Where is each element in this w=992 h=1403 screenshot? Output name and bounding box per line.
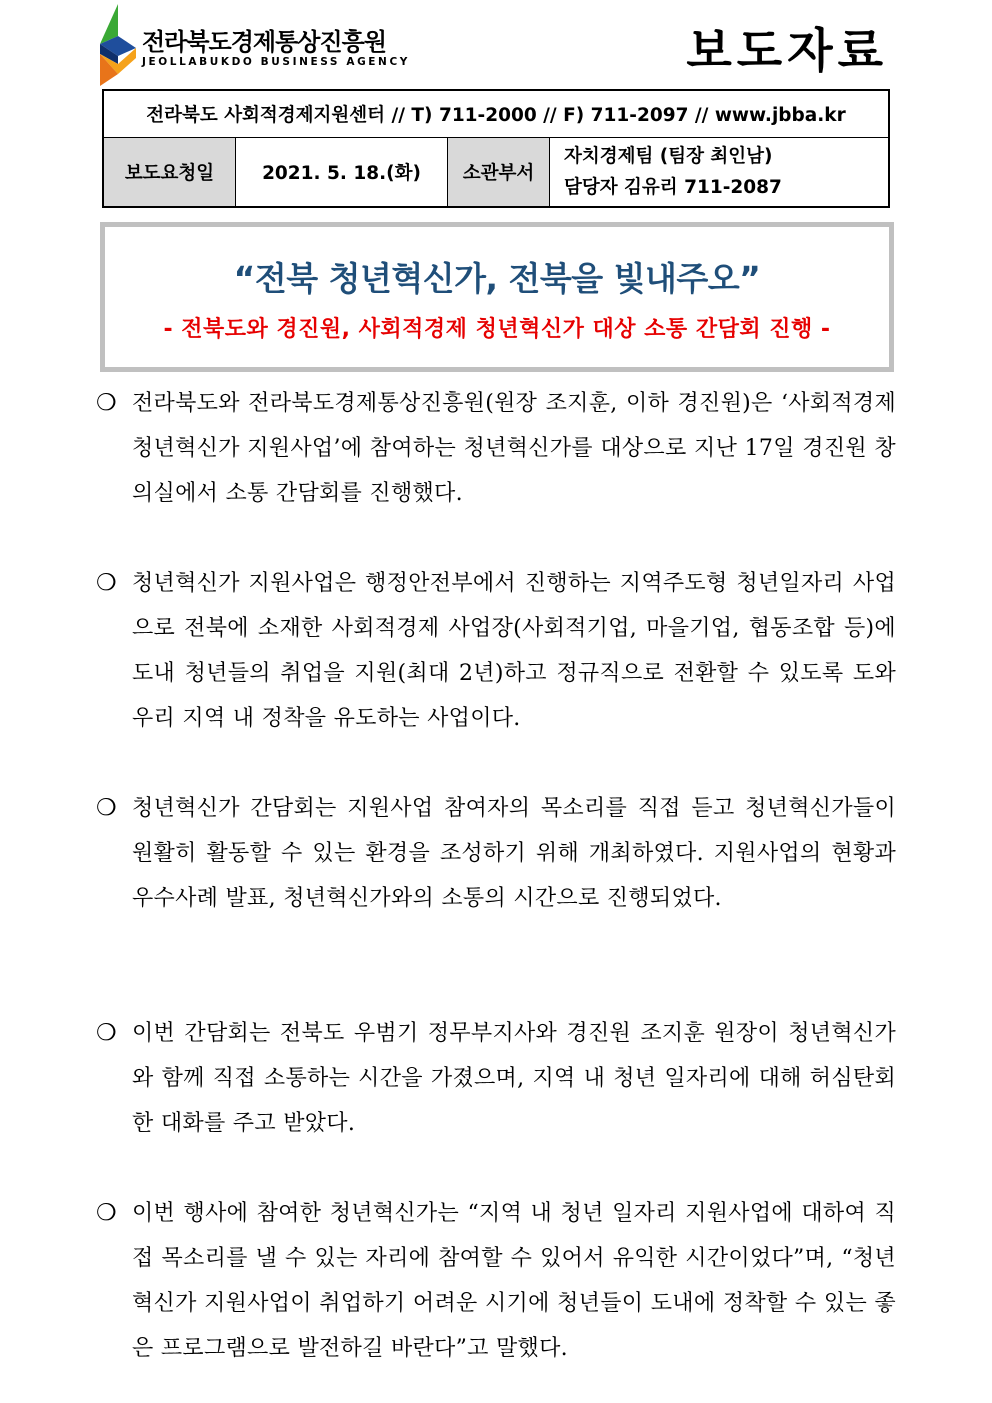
bullet-circle-icon: ❍: [96, 795, 117, 821]
paragraph-text: 이번 간담회는 전북도 우범기 정무부지사와 경진원 조지훈 원장이 청년혁신가와 함께 직접 소통하는 시간을 가졌으며, 지역 내 청년 일자리에 대해 허심탄회한 대화를 주고 받았다.: [132, 1021, 896, 1136]
contact-line: 전라북도 사회적경제지원센터 // T) 711-2000 // F) 711-2097 // www.jbba.kr: [103, 90, 889, 138]
paragraph-text: 전라북도와 전라북도경제통상진흥원(원장 조지훈, 이하 경진원)은 ‘사회적경제 청년혁신가 지원사업’에 참여하는 청년혁신가를 대상으로 지난 17일 경진원 창의실에서 소통 간담회를 진행했다.: [132, 391, 896, 506]
paragraph-text: 청년혁신가 지원사업은 행정안전부에서 진행하는 지역주도형 청년일자리 사업으로 전북에 소재한 사회적경제 사업장(사회적기업, 마을기업, 협동조합 등)에 도내 청년들의 취업을 지원(최대 2년)하고 정규직으로 전환할 수 있도록 도와 우리 지역 내 정착을 유도하는 사업이다.: [132, 571, 896, 731]
release-date-label: 보도요청일: [103, 138, 236, 208]
department-team: 자치경제팀 (팀장 최인남): [564, 146, 773, 167]
organization-logo: [96, 4, 410, 84]
department-value: [550, 138, 890, 208]
bullet-circle-icon: ❍: [96, 390, 117, 416]
paragraph: [96, 1011, 896, 1146]
bullet-circle-icon: ❍: [96, 1020, 117, 1046]
department-contact: 담당자 김유리 711-2087: [564, 177, 782, 198]
paragraph: [96, 1191, 896, 1371]
headline-subtitle: - 전북도와 경진원, 사회적경제 청년혁신가 대상 소통 간담회 진행 -: [163, 317, 831, 342]
paragraph: [96, 381, 896, 516]
department-label: 소관부서: [448, 138, 550, 208]
document-type-title: 보도자료: [686, 24, 888, 79]
paragraph-text: 이번 행사에 참여한 청년혁신가는 “지역 내 청년 일자리 지원사업에 대하여 직접 목소리를 낼 수 있는 자리에 참여할 수 있어서 유익한 시간이었다”며, “청년혁신가 지원사업이 취업하기 어려운 시기에 청년들이 도내에 정착할 수 있는 좋은 프로그램으로 발전하길 바란다”고 말했다.: [132, 1201, 896, 1361]
logo-emblem-icon: [96, 4, 138, 88]
bullet-circle-icon: ❍: [96, 1200, 117, 1226]
paragraph: [96, 561, 896, 741]
headline-title: “전북 청년혁신가, 전북을 빛내주오”: [233, 259, 761, 298]
release-date-value: 2021. 5. 18.(화): [236, 138, 448, 208]
organization-name: 전라북도경제통상진흥원: [142, 28, 387, 56]
paragraph-text: 청년혁신가 간담회는 지원사업 참여자의 목소리를 직접 듣고 청년혁신가들이 원활히 활동할 수 있는 환경을 조성하기 위해 개최하였다. 지원사업의 현황과 우수사례 발표, 청년혁신가와의 소통의 시간으로 진행되었다.: [132, 796, 896, 911]
paragraph: [96, 786, 896, 921]
press-info-table: [102, 89, 890, 208]
organization-name-english: JEOLLABUKDO BUSINESS AGENCY: [142, 56, 410, 68]
bullet-circle-icon: ❍: [96, 570, 117, 596]
headline-box: [100, 222, 894, 372]
